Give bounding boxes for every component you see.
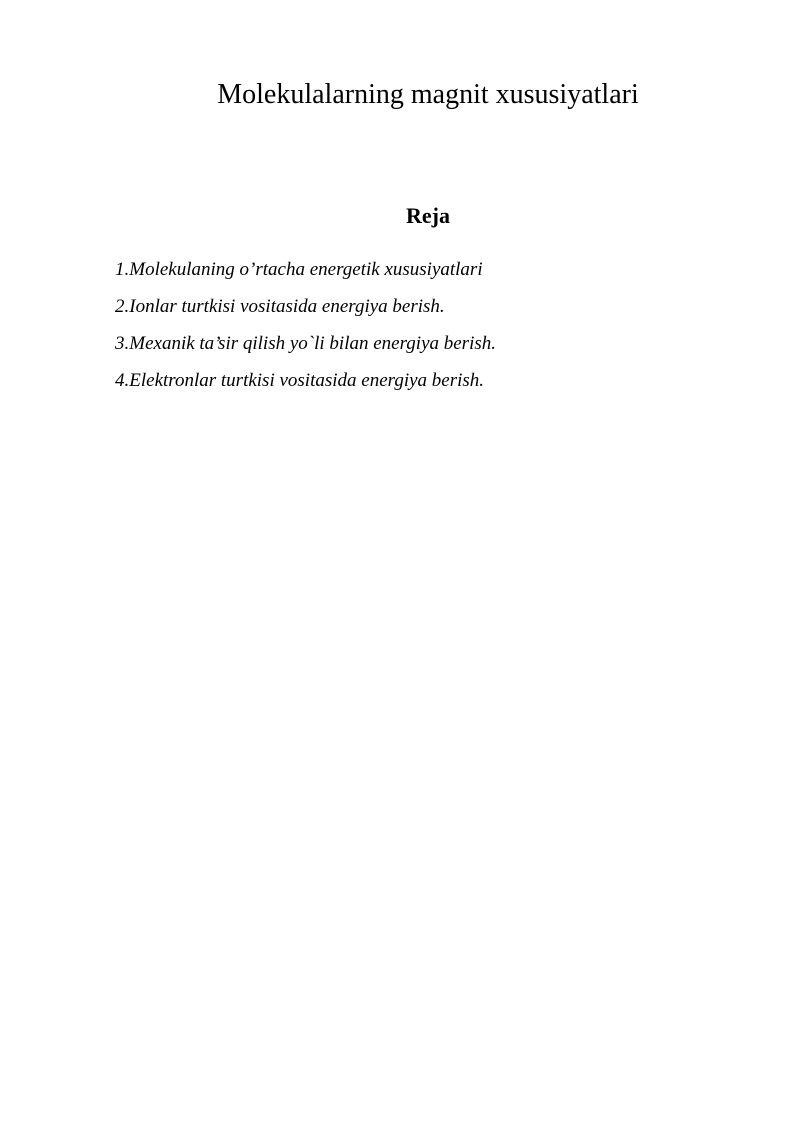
plan-list xyxy=(115,258,496,406)
plan-item-4: 4.Elektronlar turtkisi vositasida energiya berish. xyxy=(115,370,485,391)
plan-item-2: 2.Ionlar turtkisi vositasida energiya berish. xyxy=(115,296,445,317)
plan-item-3: 3.Mexanik ta’sir qilish yo`li bilan energiya berish. xyxy=(115,333,497,354)
document-title: Molekulalarning magnit xususiyatlari xyxy=(217,79,639,110)
plan-heading: Reja xyxy=(406,203,450,228)
plan-item-1: 1.Molekulaning o’rtacha energetik xususiyatlari xyxy=(115,259,483,280)
